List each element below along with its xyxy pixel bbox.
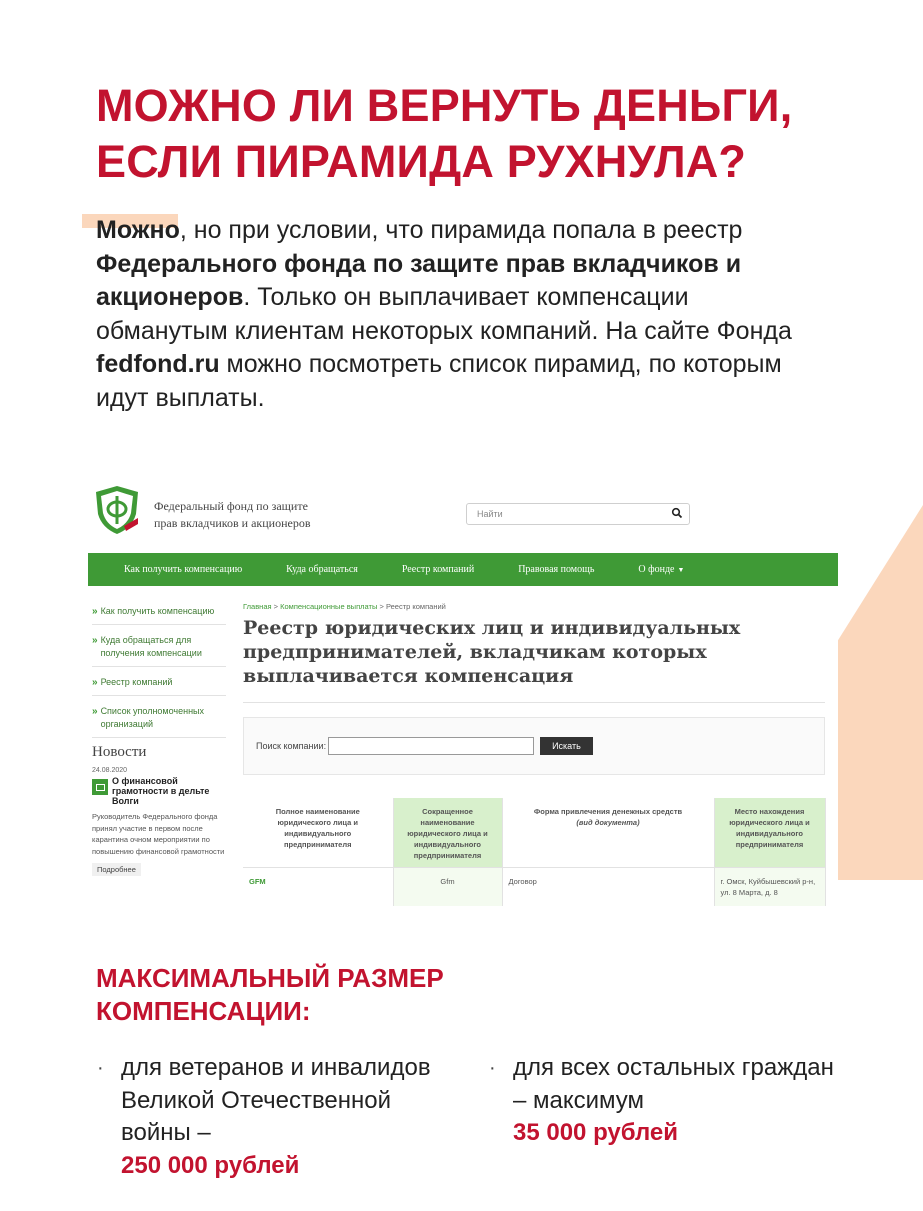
breadcrumb-current: Реестр компаний [385,602,446,611]
breadcrumb: Главная > Компенсационные выплаты > Реестр компаний [243,602,446,611]
news-body: Руководитель Федерального фонда принял участие в первом после карантина очном мероприятии по повышению финансовой грамотности [92,812,225,856]
news-headline-link[interactable]: О финансовой грамотности в дельте Волги [112,776,210,806]
news-heading: Новости [92,744,147,760]
news-date: 24.08.2020 [92,767,128,774]
companies-registry-table [243,798,826,906]
company-search-input[interactable] [328,737,534,755]
site-search-input[interactable] [467,504,657,524]
compensation-others: · для всех остальных граждан – максимум 35 000 рублей [489,1054,834,1146]
col-header-short-name[interactable]: Сокращенное наименование юридического лица и индивидуального предпринимателя [393,798,502,868]
fund-name: Федеральный фонд по защите прав вкладчиков и акционеров [154,499,311,530]
news-item [92,776,226,806]
shield-logo-icon[interactable] [94,484,140,536]
nav-legal-help[interactable]: Правовая помощь [518,564,595,575]
table-row [243,868,825,907]
cell-short-name: Gfm [393,868,502,907]
cell-location: г. Омск, Куйбышевский р-н, ул. 8 Марта, д. 8 [714,868,825,907]
veterans-amount: 250 000 рублей [121,1151,300,1179]
col-header-form[interactable]: Форма привлечения денежных средств (вид документа) [502,798,714,868]
double-chevron-icon: » [92,635,98,646]
fedfond-website-screenshot [88,478,838,906]
decorative-peach-shape [835,505,923,880]
compensation-heading: МАКСИМАЛЬНЫЙ РАЗМЕР КОМПЕНСАЦИИ: [96,963,444,1026]
nav-about-fund[interactable]: О фонде ▼ [638,564,685,575]
others-amount: 35 000 рублей [513,1119,679,1146]
sidebar-item-where-to-apply[interactable]: » Куда обращаться для получения компенсации [92,631,226,667]
nav-companies-registry[interactable]: Реестр компаний [401,564,475,575]
col-header-full-name[interactable]: Полное наименование юридического лица и индивидуального предпринимателя [243,798,393,868]
divider [243,702,825,703]
bullet-icon: · [489,1057,496,1079]
site-main-content [243,602,831,906]
double-chevron-icon: » [92,706,98,717]
double-chevron-icon: » [92,677,98,688]
double-chevron-icon: » [92,606,98,617]
headline-line-1: МОЖНО ЛИ ВЕРНУТЬ ДЕНЬГИ, [96,80,793,131]
breadcrumb-home[interactable]: Главная [243,602,272,611]
site-header [88,478,838,552]
nav-where-to-apply[interactable]: Куда обращаться [286,564,358,575]
cell-full-name[interactable]: GFM [243,868,393,907]
site-search-button[interactable] [669,506,685,522]
company-search-label: Поиск компании: [256,741,327,751]
registry-page-title: Реестр юридических лиц и индивидуальных предпринимателей, вкладчикам которых выплачивается компенсация [243,617,741,687]
sidebar-item-registry[interactable]: » Реестр компаний [92,673,226,696]
breadcrumb-section[interactable]: Компенсационные выплаты [280,602,378,611]
compensation-veterans: · для ветеранов и инвалидов Великой Отечественной войны – 250 000 рублей [97,1054,431,1179]
highlighted-word: Можно [96,216,180,244]
nav-how-to-get-compensation[interactable]: Как получить компенсацию [124,564,243,575]
company-search-button[interactable]: Искать [540,737,593,755]
page-headline [96,78,876,190]
caret-down-icon: ▼ [677,566,685,574]
bullet-icon: · [97,1057,104,1079]
news-more-button[interactable]: Подробнее [92,863,141,876]
company-search-panel [243,717,825,775]
magnifier-icon [671,507,683,519]
headline-line-2: ЕСЛИ ПИРАМИДА РУХНУЛА? [96,136,747,187]
site-navbar [88,553,838,586]
site-search [466,503,690,525]
col-header-location[interactable]: Место нахождения юридического лица и индивидуального предпринимателя [714,798,825,868]
cell-form: Договор [502,868,714,907]
news-calendar-icon [92,779,108,795]
fedfond-site-bold: fedfond.ru [96,350,220,378]
sidebar-item-how-to-get[interactable]: » Как получить компенсацию [92,602,226,625]
sidebar-item-authorized-orgs[interactable]: » Список уполномоченных организаций [92,702,226,738]
intro-paragraph: Можно, но при условии, что пирамида попала в реестр Федерального фонда по защите прав вкладчиков и акционеров. Только он выплачивает компенсации обманутым клиентам некоторых компаний. На сайте Фонда fedfond.ru можно посмотреть список пирамид, по которым идут выплаты. [96,214,816,415]
site-sidebar [92,602,226,876]
fund-name-bold: Федерального фонда по защите прав вкладчиков и акционеров [96,249,742,311]
